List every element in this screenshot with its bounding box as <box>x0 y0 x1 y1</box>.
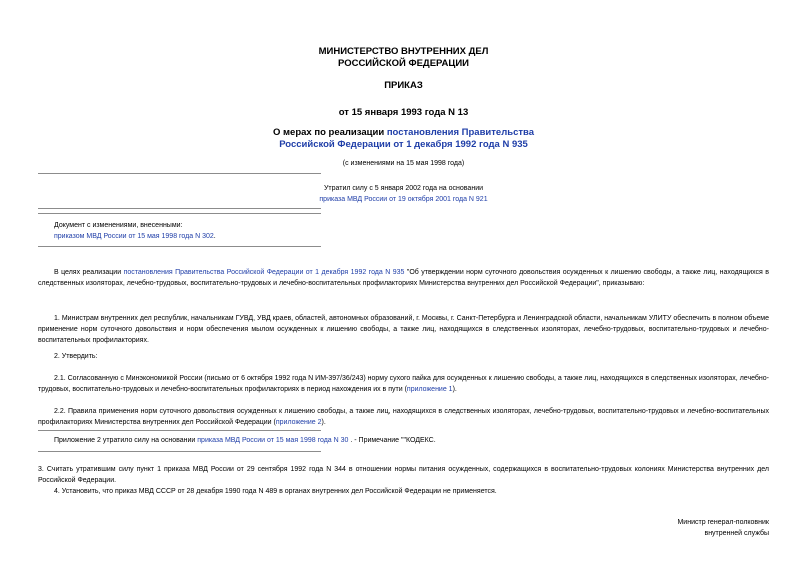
divider <box>38 213 321 214</box>
divider <box>38 430 321 431</box>
signature-line2: внутренней службы <box>704 530 769 537</box>
document-title-prefix: О мерах по реализации <box>272 127 387 138</box>
appendix-1-link[interactable]: приложение 1 <box>406 386 453 393</box>
item-2-paragraph: 2. Утвердить: <box>54 353 98 360</box>
preamble-resolution-link[interactable]: постановления Правительства Российской Федерации от 1 декабря 1992 года N 935 <box>123 269 405 276</box>
item-1-paragraph: 1. Министрам внутренних дел республик, начальникам ГУВД, УВД краев, областей, автономных образований, г. Москвы, г. Санкт-Петербурга и Ленинградской области, начальникам УЛИТУ обеспечить в полном объеме применение норм суточного довольствия и норм обеспечения мылом осужденных к лишению свободы, а также лиц, находящихся в следственных изоляторах, лечебно-трудовых, воспитательно-трудовых и лечебно-воспитательных профилакториях. <box>38 315 769 344</box>
divider <box>38 173 321 174</box>
document-type: ПРИКАЗ <box>384 80 423 91</box>
item-2-2-paragraph: 2.2. Правила применения норм суточного довольствия осужденных к лишению свободы, а также лиц, находящихся в следственных изоляторах, лечебно-трудовых, воспитательно-трудовых и лечебно-воспитательных профилакториях Министерства внутренних дел Российской Федерации (приложение 2). <box>38 408 769 426</box>
ministry-name-line2: РОССИЙСКОЙ ФЕДЕРАЦИИ <box>337 58 469 69</box>
changes-order-link[interactable]: приказом МВД России от 15 мая 1998 года N 302 <box>54 233 214 240</box>
title-resolution-link[interactable]: постановления Правительства <box>386 127 534 138</box>
appendix-2-note: Приложение 2 утратило силу на основании приказа МВД России от 15 мая 1998 года N 30 . - Примечание ""КОДЕКС. <box>54 437 436 444</box>
document-date-number: от 15 января 1993 года N 13 <box>338 107 469 118</box>
signature-line1: Министр генерал-полковник <box>677 519 769 526</box>
divider <box>38 246 321 247</box>
preamble-paragraph: В целях реализации постановления Правительства Российской Федерации от 1 декабря 1992 года N 935 "Об утверждении норм суточного довольствия осужденных к лишению свободы, а также лиц, находящихся в следственных изоляторах, лечебно-трудовых, воспитательно-трудовых и лечебно-воспитательных профилакториях Министерства внутренних дел Российской Федерации", приказываю: <box>38 269 770 287</box>
amendments-note: (с изменениями на 15 мая 1998 года) <box>342 160 465 167</box>
title-resolution-link-cont[interactable]: Российской Федерации от 1 декабря 1992 года N 935 <box>279 139 528 150</box>
document-title-line2 <box>0 139 807 150</box>
document-title-line1 <box>0 127 807 138</box>
divider <box>38 208 321 209</box>
item-3-paragraph: 3. Считать утратившим силу пункт 1 приказа МВД России от 29 сентября 1992 года N 344 в отношении нормы питания осужденных, содержащихся в воспитательно-трудовых колониях Министерства внутренних дел Российской Федерации. <box>38 466 769 484</box>
changes-box-label: Документ с изменениями, внесенными: <box>54 222 183 229</box>
invalidation-order-link[interactable]: приказа МВД России от 19 октября 2001 года N 921 <box>319 196 488 203</box>
item-2-1-paragraph: 2.1. Согласованную с Минэкономикой России (письмо от 6 октября 1992 года N ИМ-397/36/243) норму сухого пайка для осужденных к лишению свободы, а также лиц, находящихся в следственных изоляторах, лечебно-трудовых, воспитательно-трудовых и лечебно-воспитательных профилакториях в период нахождения их в пути (приложение 1). <box>38 375 769 393</box>
changes-box-link-line: приказом МВД России от 15 мая 1998 года N 302. <box>54 233 216 240</box>
item-4-paragraph: 4. Установить, что приказ МВД СССР от 28 декабря 1990 года N 489 в органах внутренних дел Российской Федерации не применяется. <box>54 488 497 495</box>
invalidation-note: Утратил силу с 5 января 2002 года на основании <box>323 185 484 192</box>
invalidation-link-line <box>0 194 807 205</box>
appendix-2-cancel-order-link[interactable]: приказа МВД России от 15 мая 1998 года N 30 <box>197 437 349 444</box>
appendix-2-link[interactable]: приложение 2 <box>275 419 322 426</box>
divider <box>38 451 321 452</box>
ministry-name-line1: МИНИСТЕРСТВО ВНУТРЕННИХ ДЕЛ <box>318 46 489 57</box>
